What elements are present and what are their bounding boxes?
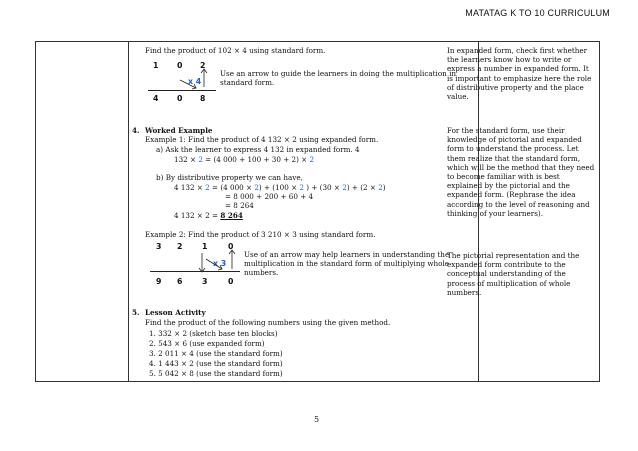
teacher-note-standard: For the standard form, use their knowledge of pictorial and expanded form to understand the process. Let them realize that the standard form, which will be the method that they need to become familiar with is best explained by the pictorial and the expanded form. (Rephrase the idea according to the level of reasoning and thinking of your learners).: [447, 126, 595, 218]
digit: 1: [153, 61, 159, 70]
step-b-expression: 4 132 × 2 = (4 000 × 2) + (100 × 2 ) + (30 × 2) + (2 × 2): [174, 183, 386, 192]
digit: 0: [177, 61, 183, 70]
example-2-note-line2: multiplication in the standard form of multiplying whole: [244, 259, 449, 268]
top-instruction: Find the product of 102 × 4 using standard form.: [145, 46, 326, 55]
digit: 3: [156, 242, 162, 251]
multiplier: x 4: [188, 77, 202, 86]
digit: 8: [200, 94, 206, 103]
column-divider-left: [128, 42, 129, 381]
digit: 6: [177, 277, 183, 286]
final-result: 4 132 × 2 = 8 264: [174, 211, 243, 220]
step-a: a) Ask the learner to express 4 132 in expanded form. 4: [156, 145, 360, 154]
list-item: 1. 332 × 2 (sketch base ten blocks): [149, 329, 278, 338]
digit: 2: [177, 242, 183, 251]
digit: 1: [202, 242, 208, 251]
page-number: 5: [314, 415, 320, 424]
digit: 2: [200, 61, 206, 70]
top-note-line1: Use an arrow to guide the learners in doing the multiplication in: [220, 69, 456, 78]
result-line-2: [150, 271, 240, 272]
digit: 0: [228, 277, 234, 286]
list-item: 4. 1 443 × 2 (use the standard form): [149, 359, 283, 368]
lesson-intro: Find the product of the following numbers using the given method.: [145, 318, 391, 327]
multiplier-2: x 3: [213, 259, 227, 268]
list-item: 2. 543 × 6 (use expanded form): [149, 339, 265, 348]
digit: 9: [156, 277, 162, 286]
list-item: 5. 5 042 × 8 (use the standard form): [149, 369, 283, 378]
example-1-title: Example 1: Find the product of 4 132 × 2 using expanded form.: [145, 135, 379, 144]
list-item: 3. 2 011 × 4 (use the standard form): [149, 349, 283, 358]
digit: 0: [228, 242, 234, 251]
lesson-activity-heading: Lesson Activity: [145, 308, 206, 317]
worked-example-heading: Worked Example: [145, 126, 213, 135]
expansion-line-2: = 8 000 + 200 + 60 + 4: [225, 192, 314, 201]
example-2-note-line3: numbers.: [244, 268, 279, 277]
teacher-note-expanded: In expanded form, check first whether the learners know how to write or express a number in expanded form. It is important to emphasize here the role of distributive property and the place value.: [447, 46, 592, 102]
expansion-line-3: = 8 264: [225, 201, 254, 210]
example-2-note-line1: Use of an arrow may help learners in understanding the: [244, 250, 450, 259]
section-4-number: 4.: [132, 126, 140, 135]
step-b: b) By distributive property we can have,: [156, 173, 303, 182]
teacher-note-pictorial: The pictorial representation and the expanded form contribute to the conceptual understanding of the process of multiplication of whole numbers.: [447, 251, 580, 297]
result-line: [148, 90, 216, 91]
digit: 3: [202, 277, 208, 286]
example-2-title: Example 2: Find the product of 3 210 × 3 using standard form.: [145, 230, 376, 239]
section-5-number: 5.: [132, 308, 140, 317]
curriculum-header: MATATAG K TO 10 CURRICULUM: [465, 8, 610, 18]
digit: 0: [177, 94, 183, 103]
top-note-line2: standard form.: [220, 78, 275, 87]
digit: 4: [153, 94, 159, 103]
step-a-expression: 132 × 2 = (4 000 + 100 + 30 + 2) × 2: [174, 155, 315, 164]
